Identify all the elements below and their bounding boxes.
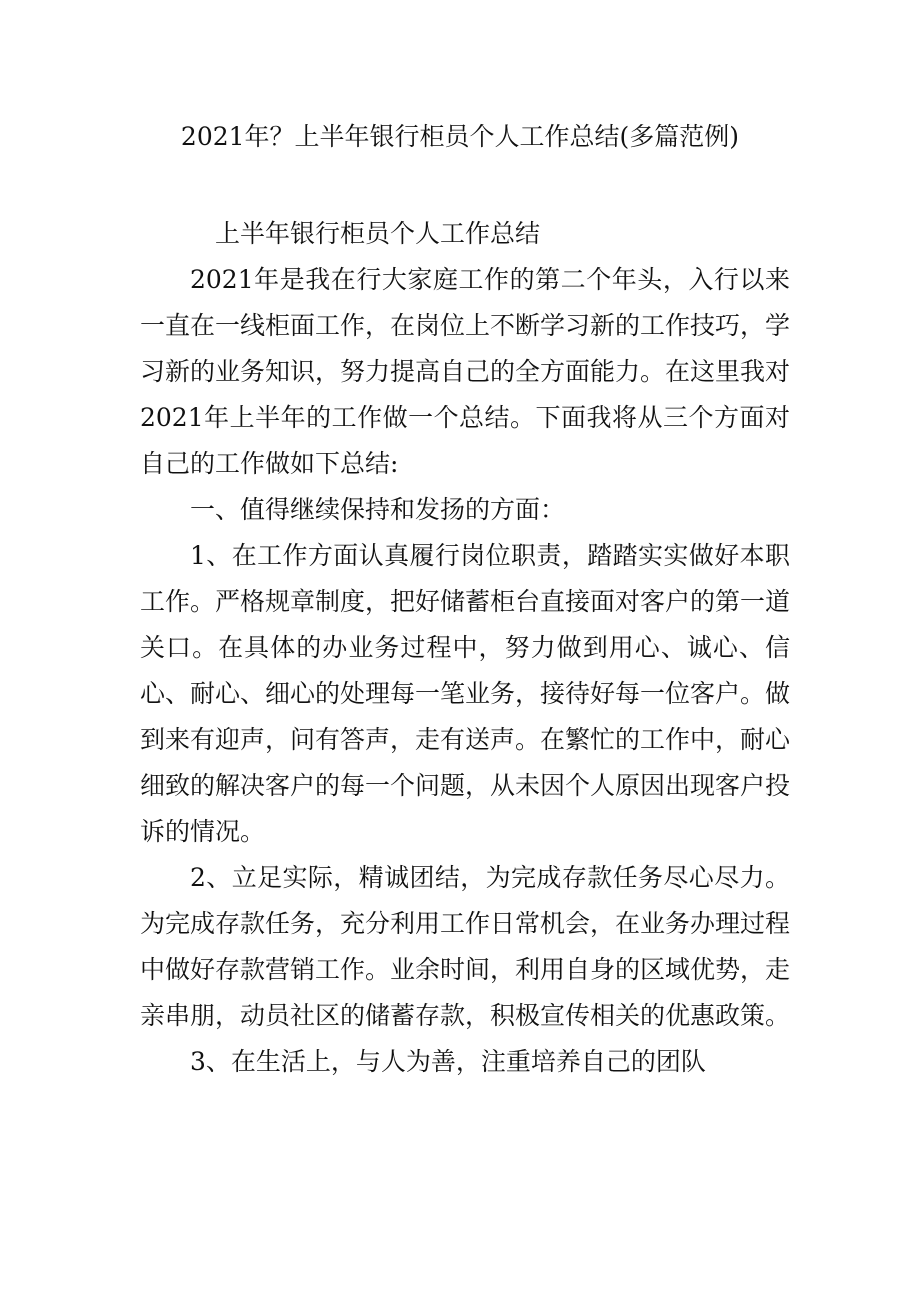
paragraph-item-3: 3、在生活上，与人为善，注重培养自己的团队 xyxy=(190,1047,706,1076)
paragraph-item-2: 2、立足实际，精诚团结，为完成存款任务尽心尽力。为完成存款任务，充分利用工作日常机会，在业务办理过程中做好存款营销工作。业余时间，利用自身的区域优势，走亲串朋，动员社区的储蓄存款，积极宣传相关的优惠政策。 xyxy=(140,863,791,1030)
paragraph-item-1: 1、在工作方面认真履行岗位职责，踏踏实实做好本职工作。严格规章制度，把好储蓄柜台直接面对客户的第一道关口。在具体的办业务过程中，努力做到用心、诚心、信心、耐心、细心的处理每一笔业务，接待好每一位客户。做到来有迎声，问有答声，走有送声。在繁忙的工作中，耐心细致的解决客户的每一个问题，从未因个人原因出现客户投诉的情况。 xyxy=(140,541,791,846)
section-heading-one: 一、值得继续保持和发扬的方面： xyxy=(190,495,566,524)
document-title: 2021年？上半年银行柜员个人工作总结(多篇范例) xyxy=(180,122,740,151)
document-body xyxy=(140,211,790,1085)
paragraph-intro: 2021年是我在行大家庭工作的第二个年头，入行以来一直在一线柜面工作，在岗位上不断学习新的工作技巧，学习新的业务知识，努力提高自己的全方面能力。在这里我对2021年上半年的工作做一个总结。下面我将从三个方面对自己的工作做如下总结: xyxy=(140,265,791,478)
document-subtitle: 上半年银行柜员个人工作总结 xyxy=(215,219,541,248)
